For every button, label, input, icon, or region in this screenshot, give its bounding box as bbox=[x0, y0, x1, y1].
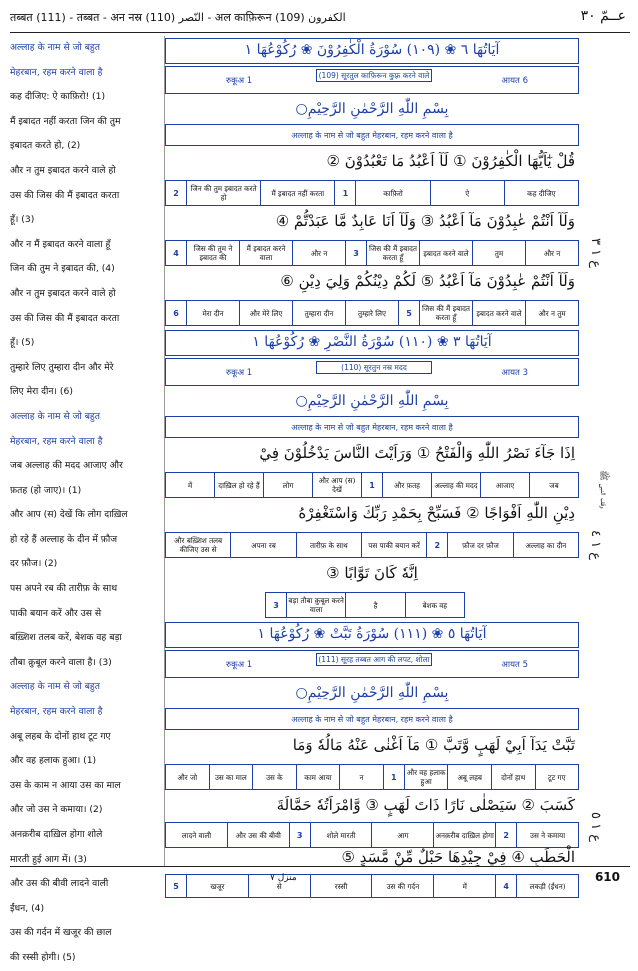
translation-line: बख़्शिश तलब करें, बेशक वह बड़ा bbox=[10, 632, 122, 644]
bismillah bbox=[165, 98, 579, 122]
word-cell: उस के bbox=[253, 765, 297, 789]
word-grid bbox=[165, 532, 579, 558]
word-cell: उस ने कमाया bbox=[530, 830, 566, 840]
word-grid bbox=[165, 240, 579, 266]
ruku-marker: ع ١ ٣ bbox=[588, 238, 603, 268]
word-cell: जिस की तुम ने इबादत की bbox=[187, 241, 240, 265]
manzil-label: منزل ٧ bbox=[270, 873, 297, 883]
translation-line: जब अल्लाह की मदद आजाए और bbox=[10, 460, 123, 472]
word-cell: और उस की बीवी bbox=[228, 823, 290, 847]
translation-line: उस की गर्दन में खजूर की छाल bbox=[10, 927, 112, 939]
word-cell: इबादत करने वाले bbox=[420, 241, 473, 265]
word-cell: लादने वाली bbox=[166, 823, 228, 847]
verse-arabic: وَلَآ اَنْتُمْ عٰبِدُوْنَ مَآ اَعْبُدُ ③ وَلَآ اَنَا عَابِدٌ مَّا عَبَدْتُّمْ ④ bbox=[275, 212, 575, 230]
verse-number-cell: 3 bbox=[266, 593, 287, 617]
verse-number-cell: 5 bbox=[166, 875, 187, 897]
translation-line: की रस्सी होगी। (5) bbox=[10, 951, 76, 963]
word-cell: और न bbox=[543, 248, 561, 258]
word-cell: तारीफ़ के साथ bbox=[297, 533, 362, 557]
translation-line: हो रहे हैं अल्लाह के दीन में फ़ौज bbox=[10, 533, 118, 545]
word-cell: उस की गर्दन bbox=[372, 875, 434, 897]
page-header bbox=[10, 8, 630, 30]
word-cell: है bbox=[346, 593, 405, 617]
verse-arabic: قُلْ يٰٓاَيُّهَا الْكٰفِرُوْنَ ① لَآ اَعْبُدُ مَا تَعْبُدُوْنَ ② bbox=[326, 152, 575, 170]
ruku-count: रुकूअ 1 bbox=[226, 368, 253, 378]
verse-line bbox=[165, 844, 579, 874]
word-cell: और बख़्शिश तलब कीजिए उस से bbox=[166, 533, 231, 557]
bismillah-translation bbox=[165, 124, 579, 146]
verse-line bbox=[165, 268, 579, 298]
verse-arabic: اِذَا جَآءَ نَصْرُ اللّٰهِ وَالْفَتْحُ ① وَرَاَيْتَ النَّاسَ يَدْخُلُوْنَ فِيْ bbox=[259, 444, 575, 462]
word-cell: उस का माल bbox=[210, 765, 254, 789]
ayat-count: आयत 3 bbox=[501, 368, 528, 378]
bismillah bbox=[165, 390, 579, 414]
surah-name-box: (109) सूरतुल काफ़िरून कुफ़्र करने वाले bbox=[316, 69, 432, 82]
translation-line: और जो उस ने कमाया। (2) bbox=[10, 804, 103, 816]
translation-line: हूँ। (3) bbox=[10, 214, 35, 226]
ruku-count: रुकूअ 1 bbox=[226, 76, 253, 86]
translation-line: उस की जिस की मैं इबादत करता bbox=[10, 189, 120, 201]
translation-line: और वह हलाक हुआ। (1) bbox=[10, 755, 97, 767]
waqf-marker: وقف النبى ﷺ bbox=[598, 470, 608, 509]
surah-info-row bbox=[165, 358, 579, 386]
translation-line: और न तुम इबादत करने वाले हो bbox=[10, 164, 116, 176]
ayat-count: आयत 5 bbox=[501, 660, 528, 670]
word-cell: न bbox=[340, 765, 384, 789]
word-cell: अल्लाह की मदद bbox=[432, 473, 481, 497]
translation-line: उस की जिस की मैं इबादत करता bbox=[10, 312, 120, 324]
word-cell: और वह हलाक हुआ bbox=[405, 765, 449, 789]
translation-column bbox=[10, 36, 160, 963]
bismillah-text: بِسْمِ اللّٰهِ الرَّحْمٰنِ الرَّحِيْمِ○ bbox=[295, 101, 449, 117]
word-cell: शोले मारती bbox=[311, 823, 373, 847]
word-grid bbox=[265, 592, 465, 618]
word-cell: से bbox=[249, 875, 311, 897]
verse-arabic: الْحَطَبِ ④ فِيْ جِيْدِهَا حَبْلٌ مِّنْ مَّسَدٍ ⑤ bbox=[341, 848, 575, 866]
word-grid bbox=[165, 180, 579, 206]
word-cell: टूट गए bbox=[548, 772, 566, 782]
translation-line: और आप (स) देखें कि लोग दाख़िल bbox=[10, 509, 128, 521]
bismillah-translation bbox=[165, 416, 579, 438]
word-cell: दाख़िल हो रहे हैं bbox=[215, 473, 264, 497]
word-cell: तुम्हारा दीन bbox=[293, 301, 346, 325]
translation-line: मेहरबान, रहम करने वाला है bbox=[10, 435, 103, 447]
ruku-count: रुकूअ 1 bbox=[226, 660, 253, 670]
translation-line: ईंधन, (4) bbox=[10, 902, 45, 914]
translation-line: अबू लहब के दोनों हाथ टूट गए bbox=[10, 730, 111, 742]
translation-line: अल्लाह के नाम से जो बहुत bbox=[10, 42, 101, 53]
word-cell: और मेरे लिए bbox=[240, 301, 293, 325]
word-cell: तुम्हारे लिए bbox=[346, 301, 399, 325]
surah-title: آيَاتُهَا ٣ ❀ (١١٠) سُوْرَةُ النَّصْرِ ❀ رُكُوْعُهَا ١ bbox=[252, 334, 492, 350]
translation-line: लिए मेरा दीन। (6) bbox=[10, 386, 73, 398]
word-cell: और जो bbox=[166, 765, 210, 789]
surah-title: آيَاتُهَا ٥ ❀ (١١١) سُوْرَةُ تَبَّتْ ❀ رُكُوْعُهَا ١ bbox=[257, 626, 487, 642]
translation-line: हूँ। (5) bbox=[10, 337, 35, 349]
word-cell: में bbox=[166, 473, 215, 497]
word-cell: मैं इबादत करने वाला bbox=[240, 241, 293, 265]
translation-line: कह दीजिए: ऐ काफ़िरो! (1) bbox=[10, 91, 106, 103]
page-number: 610 bbox=[594, 870, 620, 884]
verse-arabic: وَلَآ اَنْتُمْ عٰبِدُوْنَ مَآ اَعْبُدُ ⑤ لَكُمْ دِيْنُكُمْ وَلِيَ دِيْنِ ⑥ bbox=[280, 272, 575, 290]
word-cell: जिस की मैं इबादत करता हूँ bbox=[367, 241, 420, 265]
word-cell: मेरा दीन bbox=[187, 301, 240, 325]
word-cell: में bbox=[434, 875, 496, 897]
header-divider bbox=[10, 32, 630, 33]
word-cell: और फ़तह bbox=[383, 473, 432, 497]
verse-arabic: دِيْنِ اللّٰهِ اَفْوَاجًا ② فَسَبِّحْ بِحَمْدِ رَبِّكَ وَاسْتَغْفِرْهُ bbox=[298, 504, 575, 522]
word-cell: फ़ौज दर फ़ौज bbox=[448, 533, 513, 557]
word-cell: बड़ा तौबा क़ुबूल करने वाला bbox=[287, 593, 346, 617]
surah-title-banner bbox=[165, 38, 579, 64]
verse-line bbox=[165, 560, 579, 590]
verse-line bbox=[165, 148, 579, 178]
verse-line bbox=[165, 208, 579, 238]
word-cell: इबादत करने वाले bbox=[473, 301, 526, 325]
translation-line: और न मैं इबादत करने वाला हूँ bbox=[10, 238, 111, 250]
surah-title: آيَاتُهَا ٦ ❀ (١٠٩) سُوْرَةُ الْكٰفِرُوْنَ ❀ رُكُوْعُهَا ١ bbox=[244, 42, 500, 58]
word-cell: मैं इबादत नहीं करता bbox=[261, 181, 335, 205]
bismillah-translation bbox=[165, 708, 579, 730]
bismillah bbox=[165, 682, 579, 706]
word-cell: अबू लहब bbox=[448, 765, 492, 789]
translation-line: तौबा क़ुबूल करने वाला है। (3) bbox=[10, 656, 112, 668]
ruku-marker: ع ١ ٤ bbox=[588, 530, 603, 560]
bismillah-text: بِسْمِ اللّٰهِ الرَّحْمٰنِ الرَّحِيْمِ○ bbox=[295, 685, 449, 701]
word-cell: और न bbox=[293, 241, 346, 265]
word-cell: अपना रब bbox=[231, 533, 296, 557]
word-cell: और आप (स) देखें bbox=[313, 473, 362, 497]
word-cell: तुम bbox=[473, 241, 526, 265]
translation-line: अनक़रीब दाख़िल होगा शोले bbox=[10, 829, 103, 840]
word-cell: कह दीजिए bbox=[527, 188, 556, 198]
word-cell: पस पाकी बयान करें bbox=[362, 533, 427, 557]
verse-line bbox=[165, 440, 579, 470]
word-cell: जिन की तुम इबादत करते हो bbox=[187, 181, 261, 205]
verse-number-cell: 3 bbox=[290, 823, 311, 847]
translation-line: पाकी बयान करें और उस से bbox=[10, 607, 102, 619]
word-cell: और न तुम bbox=[538, 308, 566, 318]
translation-line: अल्लाह के नाम से जो बहुत bbox=[10, 410, 101, 422]
surah-name-box: (110) सूरतुन नस्र मदद bbox=[316, 361, 432, 374]
translation-line: मारती हुई आग में। (3) bbox=[10, 853, 87, 865]
verse-arabic: كَسَبَ ② سَيَصْلٰى نَارًا ذَاتَ لَهَبٍ ③ وَّامْرَاَتُهٗ حَمَّالَةَ bbox=[276, 796, 575, 814]
bismillah-text: بِسْمِ اللّٰهِ الرَّحْمٰنِ الرَّحِيْمِ○ bbox=[295, 393, 449, 409]
translation-line: और न तुम इबादत करने वाले हो bbox=[10, 287, 116, 299]
verse-number-cell: 6 bbox=[166, 301, 187, 325]
word-cell: आजाए bbox=[481, 473, 530, 497]
verse-number-cell: 4 bbox=[166, 241, 187, 265]
verse-arabic: تَبَّتْ يَدَآ اَبِيْ لَهَبٍ وَّتَبَّ ① مَآ اَغْنٰى عَنْهُ مَالُهٗ وَمَا bbox=[292, 736, 575, 754]
word-grid bbox=[165, 472, 579, 498]
bismillah-translation-text: अल्लाह के नाम से जो बहुत मेहरबान, रहम करने वाला है bbox=[291, 131, 453, 140]
verse-arabic: اِنَّهٗ كَانَ تَوَّابًا ③ bbox=[326, 564, 418, 582]
word-grid bbox=[165, 764, 579, 790]
word-cell: आग bbox=[372, 823, 434, 847]
bismillah-translation-text: अल्लाह के नाम से जो बहुत मेहरबान, रहम करने वाला है bbox=[291, 715, 453, 724]
ayat-count: आयत 6 bbox=[501, 76, 528, 86]
verse-number-cell: 1 bbox=[384, 765, 405, 789]
footer-divider bbox=[10, 866, 630, 867]
verse-line bbox=[165, 500, 579, 530]
verse-number-cell: 1 bbox=[362, 473, 383, 497]
translation-line: पस अपने रब की तारीफ़ के साथ bbox=[10, 583, 118, 595]
surah-info-row bbox=[165, 66, 579, 94]
surah-title-banner bbox=[165, 330, 579, 356]
word-cell: दोनों हाथ bbox=[492, 765, 536, 789]
word-cell: काम आया bbox=[297, 765, 341, 789]
header-surah-names: तब्बत (111) - तब्बत - अन नस्र (110) النّصر - अल काफ़िरून (109) الكفرون bbox=[10, 11, 346, 24]
verse-number-cell: 3 bbox=[346, 241, 367, 265]
verse-number-cell: 1 bbox=[335, 181, 356, 205]
translation-line: मैं इबादत नहीं करता जिन की तुम bbox=[10, 115, 121, 127]
translation-line: अल्लाह के नाम से जो बहुत bbox=[10, 681, 101, 693]
word-grid bbox=[165, 300, 579, 326]
word-cell: लोग bbox=[264, 473, 313, 497]
translation-line: मेहरबान, रहम करने वाला है bbox=[10, 66, 103, 78]
translation-line: तुम्हारे लिए तुम्हारा दीन और मेरे bbox=[10, 361, 114, 373]
translation-line: इबादत करते हो, (2) bbox=[10, 140, 81, 152]
verse-number-cell: 5 bbox=[399, 301, 420, 325]
word-cell: खजूर bbox=[187, 875, 249, 897]
word-cell: अल्लाह का दीन bbox=[525, 540, 567, 550]
translation-line: दर फ़ौज। (2) bbox=[10, 558, 58, 570]
translation-line: फ़तह (हो जाए)। (1) bbox=[10, 484, 82, 496]
verse-number-cell: 2 bbox=[166, 181, 187, 205]
surah-name-box: (111) सूरह तब्बत आग की लपट, शोला bbox=[316, 653, 432, 666]
surah-info-row bbox=[165, 650, 579, 678]
word-cell: अनक़रीब दाख़िल होगा bbox=[434, 823, 496, 847]
word-cell: रस्सी bbox=[311, 875, 373, 897]
word-cell: जब bbox=[549, 480, 559, 490]
verse-number-cell: 2 bbox=[496, 823, 517, 847]
verse-line bbox=[165, 792, 579, 822]
ruku-marker: ع ١ ٥ bbox=[588, 812, 603, 842]
header-juz: عــمّ ٣٠ bbox=[580, 8, 626, 24]
bismillah-translation-text: अल्लाह के नाम से जो बहुत मेहरबान, रहम करने वाला है bbox=[291, 423, 453, 432]
verse-line bbox=[165, 732, 579, 762]
word-cell: बेशक वह bbox=[422, 600, 448, 610]
translation-line: और उस की बीवी लादने वाली bbox=[10, 878, 109, 890]
word-grid bbox=[165, 874, 579, 898]
surah-title-banner bbox=[165, 622, 579, 648]
word-cell: जिस की मैं इबादत करता हूँ bbox=[420, 301, 473, 325]
translation-line: उस के काम न आया उस का माल bbox=[10, 779, 121, 791]
translation-line: मेहरबान, रहम करने वाला है bbox=[10, 706, 103, 718]
word-cell: लकड़ी (ईंधन) bbox=[529, 881, 566, 891]
verse-number-cell: 2 bbox=[427, 533, 448, 557]
word-cell: काफ़िरो bbox=[356, 181, 430, 205]
word-cell: ऐ bbox=[431, 181, 505, 205]
verse-number-cell: 4 bbox=[496, 875, 517, 897]
translation-line: जिन की तुम ने इबादत की, (4) bbox=[10, 263, 115, 275]
